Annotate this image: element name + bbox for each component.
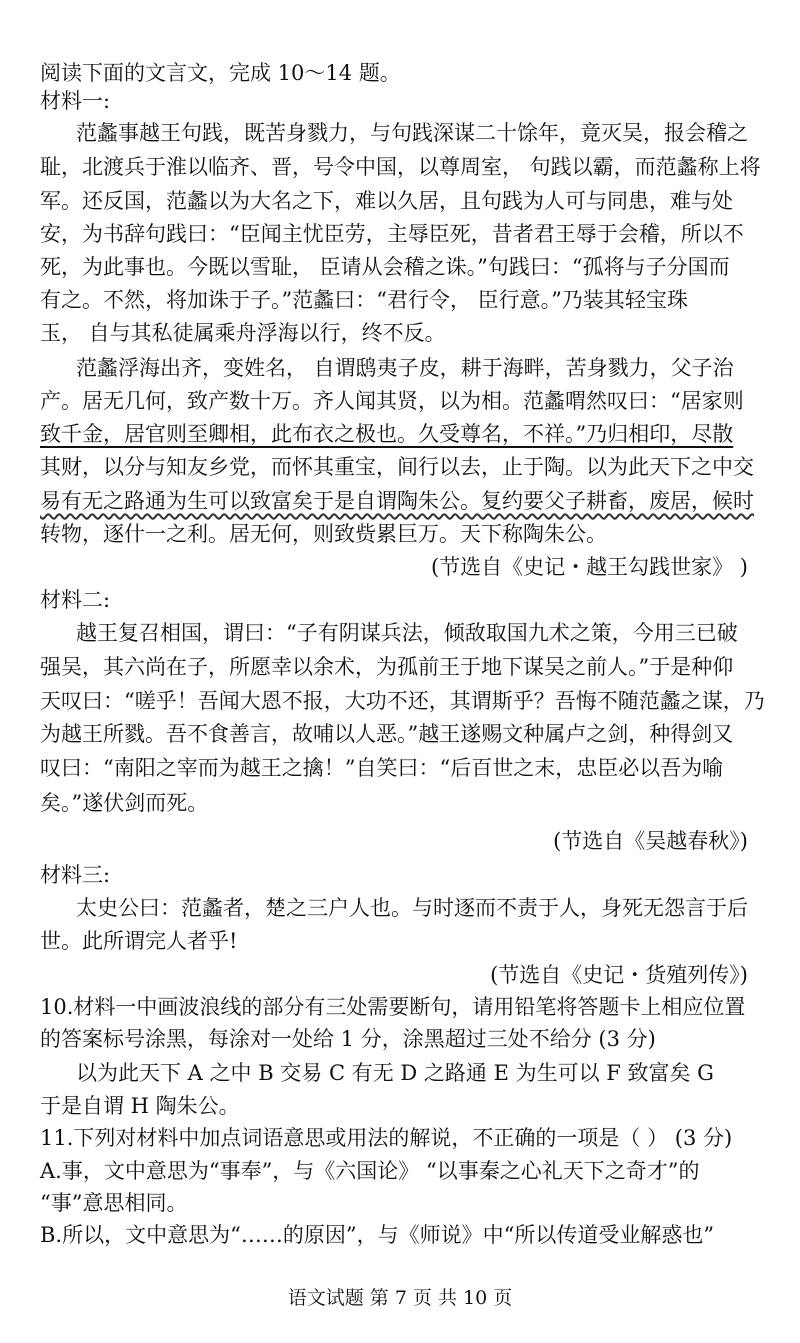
material1-line: 有之。不然，将加诛于子。”范蠡曰：“君行令， 臣行意。”乃装其轻宝珠: [40, 288, 688, 312]
material2-line: 叹曰：“南阳之宰而为越王之擒！”自笑曰：“后百世之末，忠臣必以吾为喻: [40, 756, 724, 780]
material1-line: 玉， 自与其私徒属乘舟浮海以行，终不反。: [40, 321, 446, 345]
material1-line: 产。居无几何，致产数十万。齐人闻其贤，以为相。范蠡喟然叹曰：“居家则: [40, 389, 744, 413]
page-footer: 语文试题 第 7 页 共 10 页: [287, 1287, 513, 1309]
material2-line: 越王复召相国，谓曰：“子有阴谋兵法，倾敌取国九术之策，今用三已破: [76, 621, 738, 645]
material1-line: 军。还反国，范蠡以为大名之下，难以久居，且句践为人可与同患，难与处: [40, 189, 733, 213]
material3-source: (节选自《史记・货殖列传》): [490, 963, 748, 987]
question-11-option-a: “事”意思相同。: [40, 1191, 188, 1215]
material2-line: 为越王所戮。吾不食善言，故哺以人恶。”越王遂赐文种属卢之剑，种得剑又: [40, 722, 734, 746]
instruction: 阅读下面的文言文，完成 10～14 题。: [40, 61, 401, 85]
material1-label: 材料一:: [40, 89, 111, 113]
question-11-option-b: B.所以，文中意思为“……的原因”，与《师说》中“所以传道受业解惑也”: [40, 1223, 715, 1247]
material1-line: 范蠡事越王句践，既苦身戮力，与句践深谋二十馀年，竟灭吴，报会稽之: [76, 121, 748, 145]
question-10-text: 的答案标号涂黑，每涂对一处给 1 分，涂黑超过三处不给分 (3 分): [40, 1027, 656, 1051]
material1-line: 范蠡浮海出齐，变姓名， 自谓鸱夷子皮，耕于海畔，苦身戮力，父子治: [76, 356, 734, 380]
material2-line: 矣。”遂伏剑而死。: [40, 791, 209, 815]
material1-line: 其财，以分与知友乡党，而怀其重宝，间行以去，止于陶。以为此天下之中交: [40, 455, 754, 479]
material2-line: 天叹曰：“嗟乎！吾闻大恩不报，大功不还，其谓斯乎？吾悔不随范蠡之谋，乃: [40, 689, 765, 713]
material1-line: 死，为此事也。今既以雪耻， 臣请从会稽之诛。”句践曰：“孤将与子分国而: [40, 255, 730, 279]
question-10-options: 于是自谓 H 陶朱公。: [40, 1094, 240, 1118]
question-11-option-a: A.事，文中意思为“事奉”，与《六国论》 “以事秦之心礼天下之奇才”的: [40, 1159, 700, 1183]
material3-label: 材料三:: [40, 863, 111, 887]
material1-line: 耻，北渡兵于淮以临齐、晋，号令中国，以尊周室， 句践以霸，而范蠡称上将: [40, 155, 761, 179]
material3-line: 太史公曰：范蠡者，楚之三户人也。与时逐而不责于人，身死无怨言于后: [76, 896, 748, 920]
question-10-text: 10.材料一中画波浪线的部分有三处需要断句，请用铅笔将答题卡上相应位置: [40, 995, 746, 1019]
material2-line: 强吴，其六尚在子，所愿幸以余术，为孤前王于地下谋吴之前人。”于是种仰: [40, 655, 734, 679]
material2-label: 材料二:: [40, 588, 111, 612]
material1-underlined-line: 致千金，居官则至卿相，此布衣之极也。久受尊名，不祥。”乃归相印，尽散: [40, 422, 734, 446]
material1-line: 转物，逐什一之利。居无何，则致赀累巨万。天下称陶朱公。: [40, 522, 607, 546]
material1-source: (节选自《史记・越王勾践世家》 ): [430, 555, 748, 579]
material1-line: 安，为书辞句践曰：“臣闻主忧臣劳，主辱臣死，昔者君王辱于会稽，所以不: [40, 222, 744, 246]
material3-line: 世。此所谓完人者乎!: [40, 929, 238, 953]
material2-source: (节选自《吴越春秋》): [553, 829, 748, 853]
question-11-stem: 11.下列对材料中加点词语意思或用法的解说，不正确的一项是（ ） (3 分): [40, 1126, 733, 1150]
material1-wavy-line: 易有无之路通为生可以致富矣于是自谓陶朱公。复约要父子耕畜，废居，候时: [40, 489, 754, 513]
question-10-options: 以为此天下 A 之中 B 交易 C 有无 D 之路通 E 为生可以 F 致富矣 G: [76, 1061, 714, 1085]
